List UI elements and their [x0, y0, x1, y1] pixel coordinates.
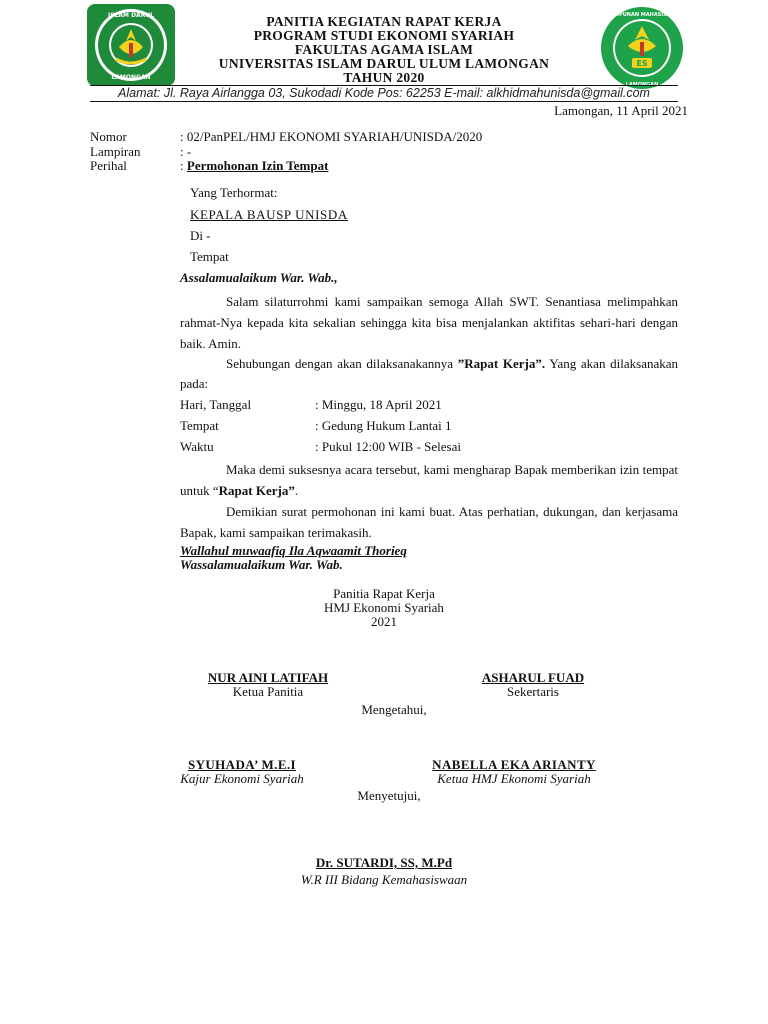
svg-text:ES: ES	[636, 59, 648, 68]
header-line-4: UNIVERSITAS ISLAM DARUL ULUM LAMONGAN	[218, 56, 550, 71]
paragraph-4-text: Demikian surat permohonan ini kami buat. Atas perhatian, dukungan, dan kerjasama Bapak, kami sampaikan terimakasih.	[180, 504, 678, 540]
sekretaris-role: Sekertaris	[507, 684, 559, 699]
kajur-role: Kajur Ekonomi Syariah	[180, 771, 304, 786]
meta-perihal-prefix: :	[180, 158, 187, 173]
menyetujui-label: Menyetujui,	[357, 788, 421, 803]
meta-lampiran-value: : -	[180, 144, 192, 159]
detail-date-value: : Minggu, 18 April 2021	[315, 397, 442, 412]
kajur-name: SYUHADA’ M.E.I	[187, 757, 297, 772]
header-line-1: PANITIA KEGIATAN RAPAT KERJA	[266, 14, 502, 29]
paragraph-2-bold: ”Rapat Kerja”.	[457, 356, 546, 371]
paragraph-3-bold: Rapat Kerja”	[218, 483, 295, 498]
detail-place-label: Tempat	[180, 418, 219, 433]
paragraph-2	[180, 354, 678, 394]
ketua-name: NUR AINI LATIFAH	[207, 670, 329, 685]
svg-text:HIMPUNAN MAHASISWA: HIMPUNAN MAHASISWA	[608, 12, 676, 18]
detail-date-label: Hari, Tanggal	[180, 397, 252, 412]
meta-perihal-value	[180, 158, 328, 174]
recipient-name: KEPALA BAUSP UNISDA	[190, 207, 348, 222]
paragraph-1-text: Salam silaturrohmi kami sampaikan semoga Allah SWT. Senantiasa melimpahkan rahmat-Nya kepada kita sekalian sehingga kita bisa menjalankan aktifitas sehari-hari dengan baik. Amin.	[180, 294, 678, 351]
closing-salam: Wassalamualaikum War. Wab.	[180, 557, 343, 572]
header-line-5: TAHUN 2020	[343, 70, 425, 85]
date-line: Lamongan, 11 April 2021	[554, 103, 688, 118]
recipient-tempat: Tempat	[190, 249, 229, 264]
svg-text:ISLAM DARUL: ISLAM DARUL	[107, 12, 155, 19]
paragraph-1	[180, 291, 678, 354]
detail-time-label: Waktu	[180, 439, 214, 454]
svg-text:LAMONGAN: LAMONGAN	[111, 74, 151, 81]
recipient-greeting: Yang Terhormat:	[190, 185, 278, 200]
salam-open: Assalamualaikum War. Wab.,	[180, 270, 338, 285]
committee-line-1: Panitia Rapat Kerja	[333, 586, 435, 601]
committee-line-2: HMJ Ekonomi Syariah	[324, 600, 444, 615]
paragraph-3	[180, 459, 678, 501]
header-line-3: FAKULTAS AGAMA ISLAM	[294, 42, 474, 57]
address-line: Alamat: Jl. Raya Airlangga 03, Sukodadi Kode Pos: 62253 E-mail: alkhidmahunisda@gmail.com	[118, 86, 650, 100]
header-line-2: PROGRAM STUDI EKONOMI SYARIAH	[253, 28, 515, 43]
sekretaris-name: ASHARUL FUAD	[481, 670, 585, 685]
wr-name: Dr. SUTARDI, SS, M.Pd	[315, 855, 453, 870]
hmj-chair-role: Ketua HMJ Ekonomi Syariah	[437, 771, 591, 786]
paragraph-3-text-a: Maka demi suksesnya acara tersebut, kami mengharap Bapak memberikan izin tempat untuk “	[180, 462, 678, 498]
paragraph-2-text-a: Sehubungan dengan akan dilaksanakannya	[226, 356, 458, 371]
paragraph-3-text-b: .	[294, 483, 299, 498]
ketua-role: Ketua Panitia	[232, 684, 304, 699]
header-divider-bottom	[90, 101, 678, 102]
closing-wallahul: Wallahul muwaafiq Ila Aqwaamit Thorieq	[180, 543, 407, 558]
mengetahui-label: Mengetahui,	[361, 702, 427, 717]
meta-nomor-value: : 02/PanPEL/HMJ EKONOMI SYARIAH/UNISDA/2020	[180, 129, 483, 144]
paragraph-2-text-b: Yang akan dilaksanakan pada:	[180, 356, 678, 391]
hmj-chair-name: NABELLA EKA ARIANTY	[432, 757, 596, 772]
detail-place-value: : Gedung Hukum Lantai 1	[315, 418, 452, 433]
meta-perihal-label: Perihal	[90, 158, 127, 173]
meta-lampiran-label: Lampiran	[90, 144, 141, 159]
committee-line-3: 2021	[371, 614, 397, 629]
meta-nomor-label: Nomor	[90, 129, 127, 144]
wr-role: W.R III Bidang Kemahasiswaan	[300, 872, 468, 887]
detail-time-value: : Pukul 12:00 WIB - Selesai	[315, 439, 462, 454]
recipient-di: Di -	[190, 228, 211, 243]
paragraph-4	[180, 501, 678, 543]
meta-perihal-text: Permohonan Izin Tempat	[186, 158, 329, 173]
